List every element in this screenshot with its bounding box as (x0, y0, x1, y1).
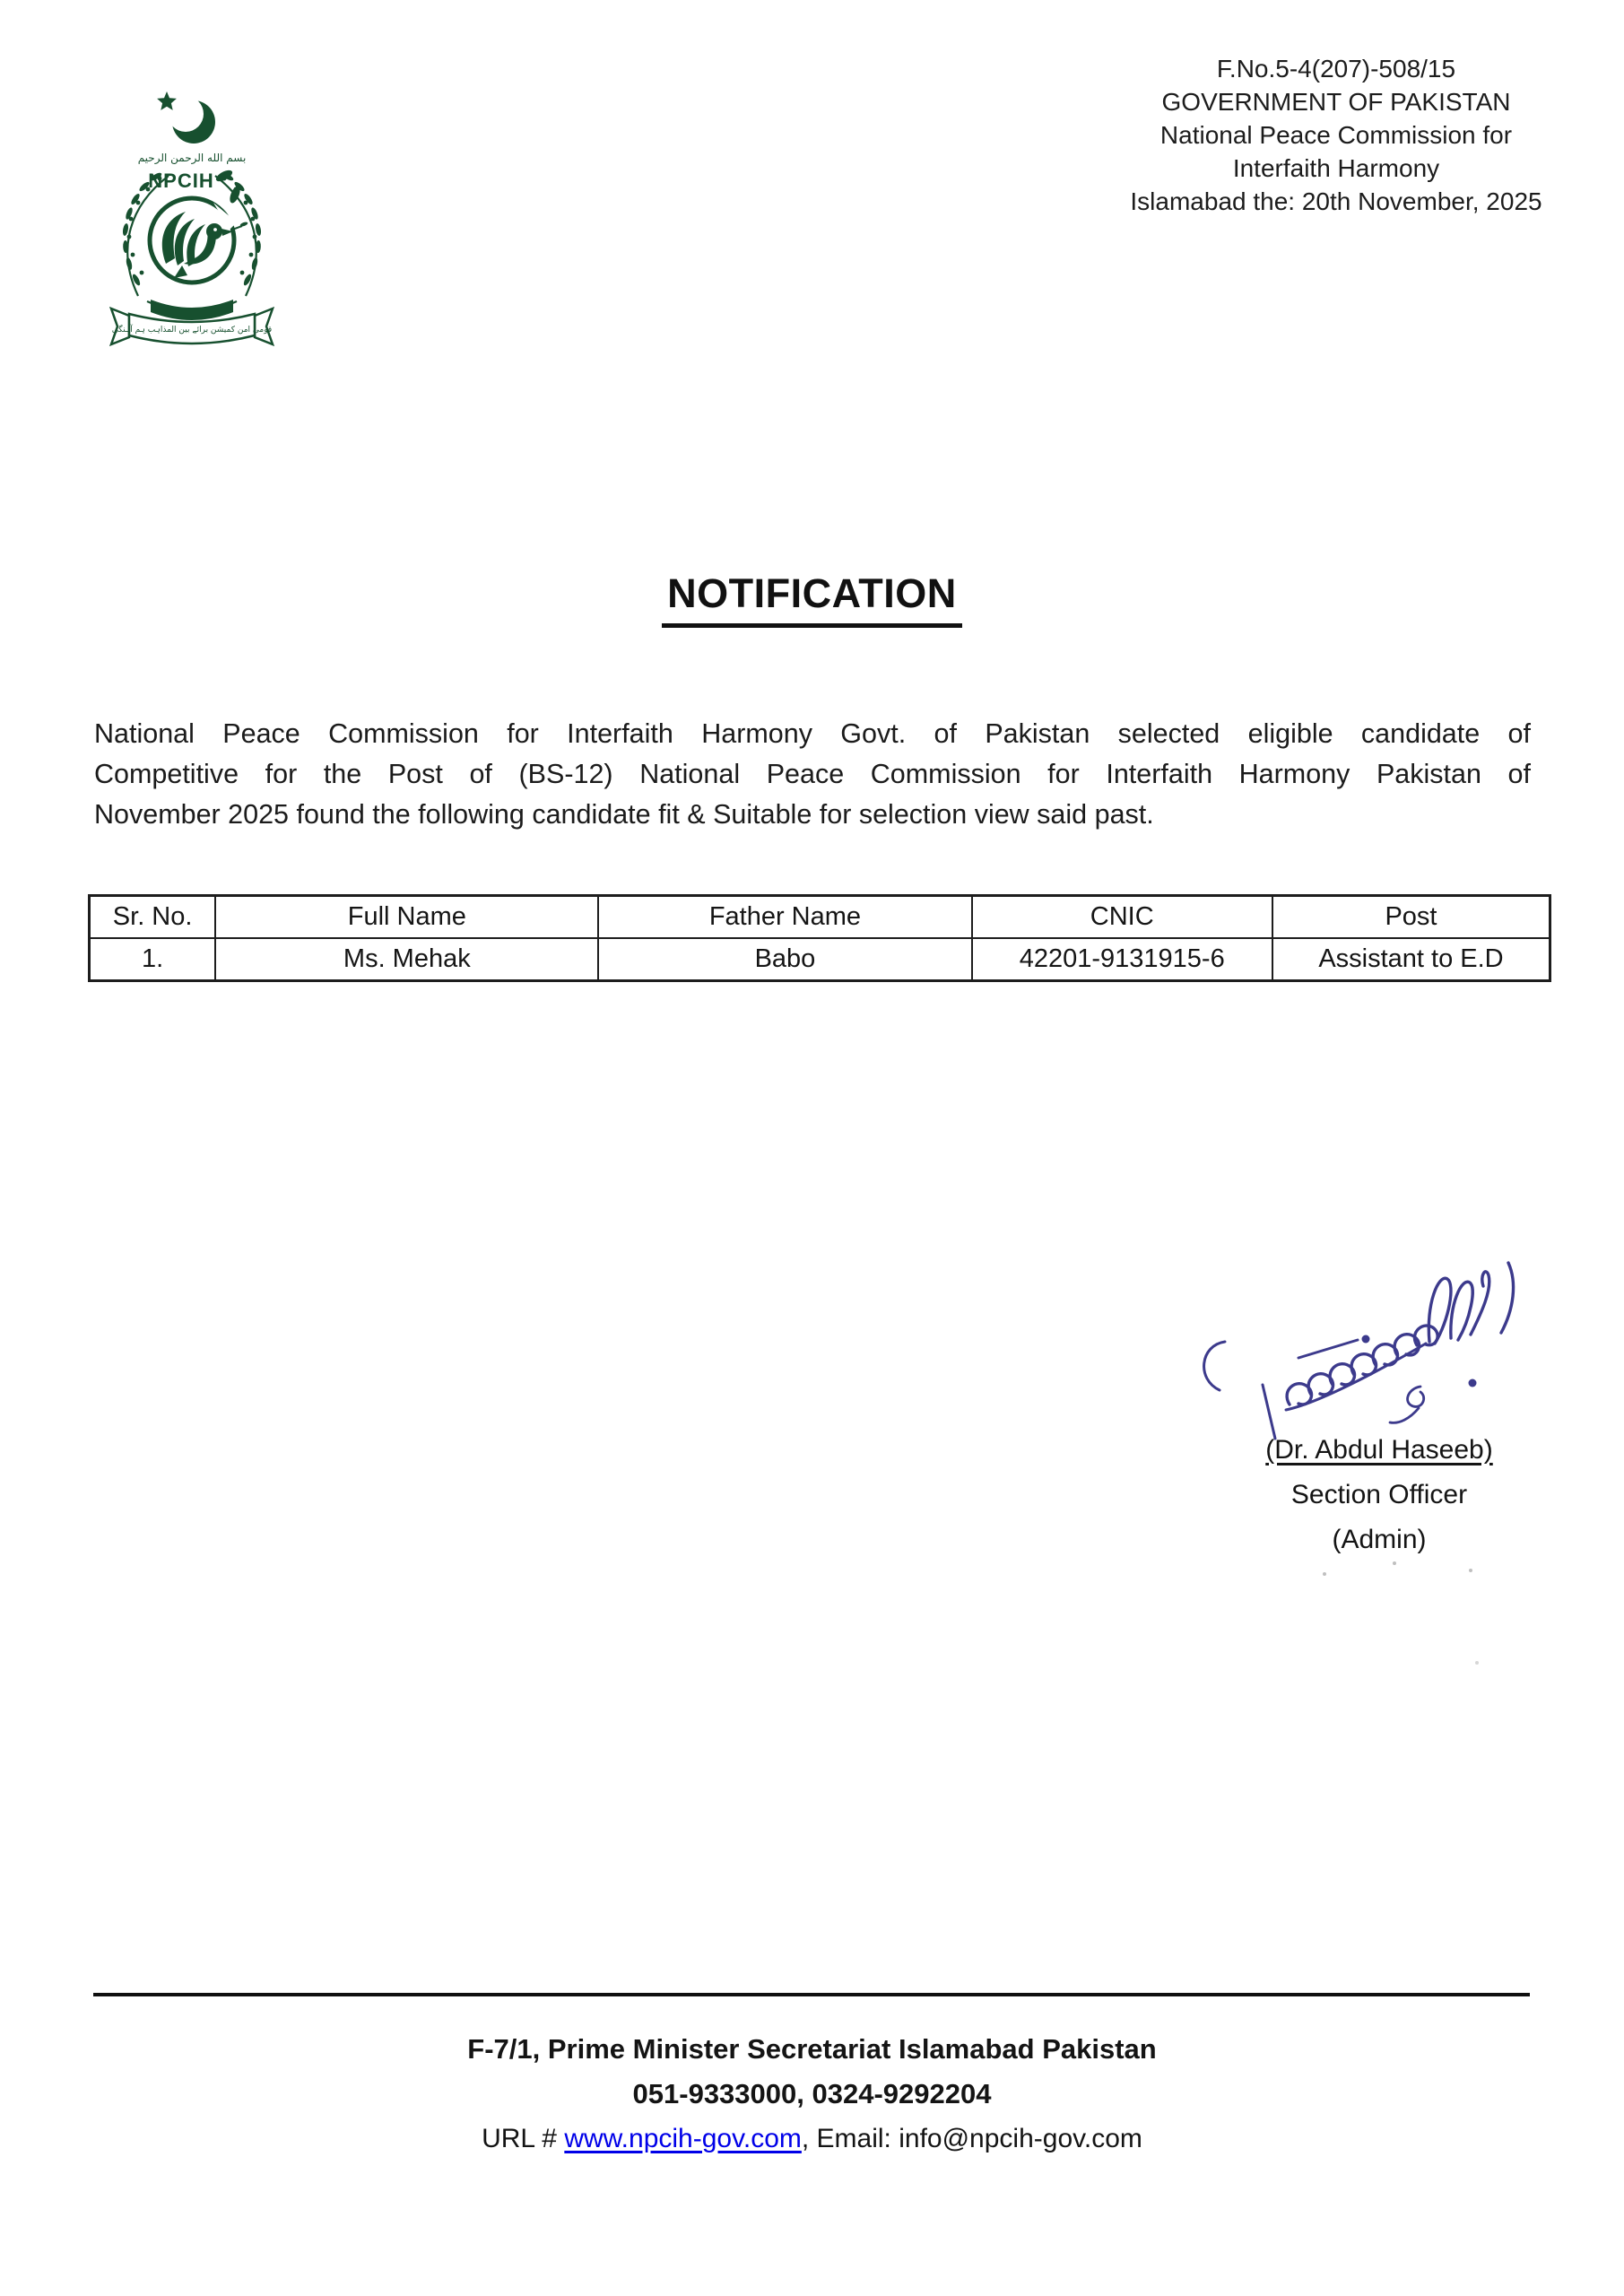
body-line-2: Competitive for the Post of (BS-12) National Peace Commission for Interfaith Harmony Pakistan of (94, 759, 1531, 789)
notification-body (94, 714, 1531, 835)
cell-cnic: 42201-9131915-6 (972, 938, 1272, 981)
header-cell-post: Post (1272, 896, 1550, 939)
scan-speck (1469, 1569, 1472, 1572)
footer-contact-line (0, 2117, 1624, 2161)
header-cell-srno: Sr. No. (90, 896, 216, 939)
signatory-dept: (Admin) (1332, 1525, 1427, 1554)
npcih-acronym: NPCIH (148, 170, 214, 192)
letterhead (1031, 52, 1624, 218)
website-link[interactable]: www.npcih-gov.com (564, 2124, 802, 2153)
cell-fathername: Babo (598, 938, 971, 981)
npcih-emblem-logo (95, 86, 289, 355)
cell-post: Assistant to E.D (1272, 938, 1550, 981)
footer-address: F-7/1, Prime Minister Secretariat Islamabad Pakistan (467, 2033, 1157, 2065)
government-line: GOVERNMENT OF PAKISTAN (1161, 88, 1511, 116)
dove-ring (150, 198, 248, 283)
scan-speck (1323, 1572, 1326, 1576)
header-cell-fathername: Father Name (598, 896, 971, 939)
page-title: NOTIFICATION (662, 570, 962, 628)
org-line-1: National Peace Commission for (1159, 121, 1513, 149)
cell-fullname: Ms. Mehak (215, 938, 598, 981)
signatory-block (1185, 1428, 1573, 1562)
title-row (0, 570, 1624, 628)
date-line: Islamabad the: 20th November, 2025 (1130, 187, 1542, 215)
table-row (90, 938, 1550, 981)
url-label: URL # (482, 2124, 565, 2153)
signatory-name: (Dr. Abdul Haseeb) (1265, 1435, 1493, 1465)
table-header-row (90, 896, 1550, 939)
footer-divider (93, 1993, 1530, 1996)
upper-scroll (151, 300, 233, 320)
footer (0, 2027, 1624, 2161)
footer-phones: 051-9333000, 0324-9292204 (632, 2078, 992, 2109)
bismillah-text: بسم الله الرحمن الرحيم (137, 152, 247, 164)
file-number: F.No.5-4(207)-508/15 (1216, 55, 1456, 83)
email-label: , Email: info@npcih-gov.com (801, 2124, 1142, 2153)
body-line-3: November 2025 found the following candidate fit & Suitable for selection view said past. (94, 799, 1154, 830)
scan-speck (1393, 1561, 1396, 1565)
org-line-2: Interfaith Harmony (1232, 154, 1440, 182)
header-cell-cnic: CNIC (972, 896, 1272, 939)
ribbon-urdu-text: قومی امن کمیشن برائے بین المذاہب ہم آہنگی (111, 326, 273, 335)
candidates-table (88, 894, 1551, 982)
cell-srno: 1. (90, 938, 216, 981)
handwritten-signature (1185, 1248, 1531, 1444)
scan-speck (1475, 1661, 1479, 1665)
header-cell-fullname: Full Name (215, 896, 598, 939)
signatory-role: Section Officer (1290, 1480, 1468, 1509)
body-line-1: National Peace Commission for Interfaith Harmony Govt. of Pakistan selected eligible candidate of (94, 718, 1531, 749)
